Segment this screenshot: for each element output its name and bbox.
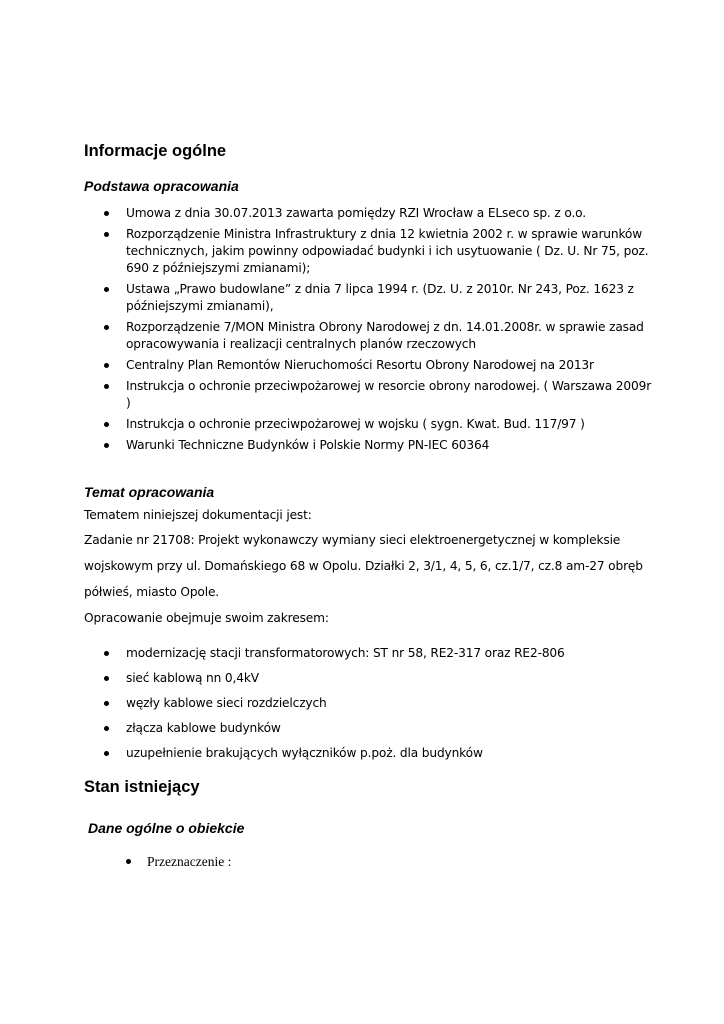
list-item: Rozporządzenie 7/MON Ministra Obrony Narodowej z dn. 14.01.2008r. w sprawie zasad opracowywania i realizacji centralnych planów rzeczowych bbox=[84, 319, 656, 353]
bullet-icon bbox=[104, 232, 109, 237]
topic-line: Zadanie nr 21708: Projekt wykonawczy wymiany sieci elektroenergetycznej w kompleksie bbox=[84, 533, 621, 547]
list-item: Instrukcja o ochronie przeciwpożarowej w resorcie obrony narodowej. ( Warszawa 2009r ) bbox=[84, 378, 656, 412]
subsection-title-object-data: Dane ogólne o obiekcie bbox=[88, 820, 245, 836]
bullet-icon bbox=[104, 726, 109, 731]
bullet-icon bbox=[104, 651, 109, 656]
topic-intro: Tematem niniejszej dokumentacji jest: bbox=[84, 508, 312, 522]
bullet-icon bbox=[104, 676, 109, 681]
bullet-icon bbox=[104, 751, 109, 756]
subsection-title-topic: Temat opracowania bbox=[84, 484, 215, 500]
list-item: modernizację stacji transformatorowych: ST nr 58, RE2-317 oraz RE2-806 bbox=[84, 645, 656, 662]
scope-list bbox=[84, 645, 656, 762]
list-item: uzupełnienie brakujących wyłączników p.poż. dla budynków bbox=[84, 745, 656, 762]
section-title-general-info: Informacje ogólne bbox=[84, 142, 227, 160]
subsection-title-basis: Podstawa opracowania bbox=[84, 178, 239, 194]
object-list bbox=[84, 853, 656, 871]
bullet-icon bbox=[126, 859, 131, 864]
list-item: Instrukcja o ochronie przeciwpożarowej w wojsku ( sygn. Kwat. Bud. 117/97 ) bbox=[84, 416, 656, 433]
bullet-icon bbox=[104, 211, 109, 216]
list-item: sieć kablową nn 0,4kV bbox=[84, 670, 656, 687]
bullet-icon bbox=[104, 363, 109, 368]
list-item: Warunki Techniczne Budynków i Polskie Normy PN-IEC 60364 bbox=[84, 437, 656, 454]
topic-line: półwieś, miasto Opole. bbox=[84, 585, 220, 599]
list-item: węzły kablowe sieci rozdzielczych bbox=[84, 695, 656, 712]
list-item: złącza kablowe budynków bbox=[84, 720, 656, 737]
list-item: Centralny Plan Remontów Nieruchomości Resortu Obrony Narodowej na 2013r bbox=[84, 357, 656, 374]
section-title-existing-state: Stan istniejący bbox=[84, 778, 200, 796]
bullet-icon bbox=[104, 701, 109, 706]
bullet-icon bbox=[104, 384, 109, 389]
bullet-icon bbox=[104, 287, 109, 292]
bullet-icon bbox=[104, 443, 109, 448]
basis-list bbox=[84, 205, 656, 454]
scope-intro: Opracowanie obejmuje swoim zakresem: bbox=[84, 611, 329, 625]
bullet-icon bbox=[104, 422, 109, 427]
topic-line: wojskowym przy ul. Domańskiego 68 w Opolu. Działki 2, 3/1, 4, 5, 6, cz.1/7, cz.8 am-27 obręb bbox=[84, 559, 643, 573]
list-item: Umowa z dnia 30.07.2013 zawarta pomiędzy RZI Wrocław a ELseco sp. z o.o. bbox=[84, 205, 656, 222]
list-item: Rozporządzenie Ministra Infrastruktury z dnia 12 kwietnia 2002 r. w sprawie warunków technicznych, jakim powinny odpowiadać budynki i ich usytuowanie ( Dz. U. Nr 75, poz. 690 z późniejszymi zmianami); bbox=[84, 226, 656, 277]
list-item: Przeznaczenie : bbox=[84, 853, 656, 871]
bullet-icon bbox=[104, 325, 109, 330]
list-item: Ustawa „Prawo budowlane” z dnia 7 lipca 1994 r. (Dz. U. z 2010r. Nr 243, Poz. 1623 z późniejszymi zmianami), bbox=[84, 281, 656, 315]
